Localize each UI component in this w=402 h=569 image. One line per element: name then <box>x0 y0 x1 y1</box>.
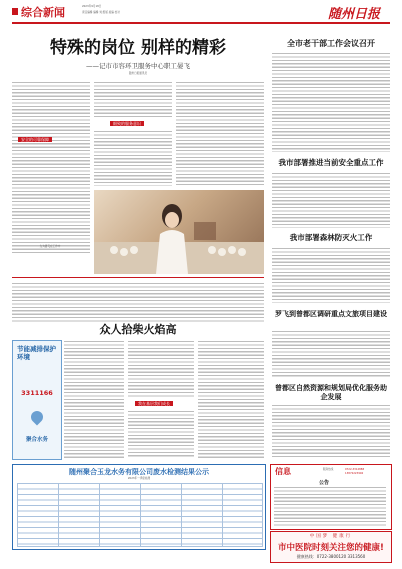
page-number <box>12 8 18 15</box>
lead-body-col1 <box>12 81 90 253</box>
editor-credits: 责任编辑 编辑 刘 组版 美编 校对 <box>82 11 120 14</box>
classifieds-notice-label: 公告 <box>319 480 330 486</box>
ad-environment <box>12 340 62 460</box>
classifieds-phone-1: 0722-3312888 <box>345 468 365 471</box>
issue-date: 2023年9月18日 <box>82 5 102 8</box>
lead-byline: 随州日报通讯员 <box>128 72 148 75</box>
lower-headline: 众人拾柴火焰高 <box>99 323 177 336</box>
lower-section-label: 我在基层我们成长 <box>135 401 173 406</box>
section-title: 综合新闻 <box>21 6 65 19</box>
classifieds-title: 信息 <box>275 467 291 476</box>
lower-body-col1 <box>64 340 124 458</box>
worker-photo-illustration <box>94 190 264 274</box>
classifieds-phone-2: 13872223994 <box>345 472 364 475</box>
story1-headline: 全市老干部工作会议召开 <box>287 38 375 48</box>
lead-section-label-1: 安全的可靠保障 <box>18 137 52 142</box>
classifieds-hotline-label: 服务热线 <box>323 468 334 471</box>
ad-environment-headline: 节能减排保护环境 <box>17 345 56 361</box>
ad-environment-phone: 3311166 <box>21 389 53 397</box>
lower-body-col2b <box>128 410 194 458</box>
hospital-ad-contact: 健康热线：0722-3800120 3313560 <box>296 554 366 559</box>
lower-text-top <box>12 282 264 322</box>
story2-body <box>272 172 390 228</box>
lead-section-label-2: 细致的服务意识 <box>110 121 144 126</box>
lower-divider <box>12 277 264 278</box>
hospital-ad-main: 市中医院时刻关注您的健康! <box>278 543 384 553</box>
classifieds <box>270 464 392 530</box>
story4-headline: 罗飞到曾都区调研重点文旅项目建设 <box>275 309 387 318</box>
story1-body <box>272 52 390 152</box>
notice-table-grid <box>17 483 263 547</box>
classifieds-body <box>274 486 386 526</box>
lead-photo <box>94 190 264 274</box>
lead-body-col3 <box>176 81 264 187</box>
story4-body <box>272 330 390 378</box>
lead-photo-caption: 左为晏飞在工作中 <box>39 245 61 248</box>
lead-body-col2b <box>94 130 172 186</box>
story5-body <box>272 404 390 458</box>
notice-subtitle: 2023年一季度检测 <box>127 477 151 480</box>
lower-body-col3 <box>198 340 264 458</box>
masthead-rule <box>12 22 390 24</box>
lower-body-col2 <box>128 340 194 398</box>
paper-logo: 随州日报 <box>328 7 381 22</box>
notice-title: 随州聚合玉龙水务有限公司废水检测结果公示 <box>69 468 209 476</box>
lead-headline: 特殊的岗位 别样的精彩 <box>50 38 226 58</box>
ad-environment-brand: 聚合水务 <box>25 437 48 443</box>
story5-headline: 曾都区自然资源和规划局优化服务助企发展 <box>275 383 387 401</box>
masthead <box>0 0 402 26</box>
story3-body <box>272 247 390 303</box>
lead-subheadline: ——记市市容环卫服务中心职工晏飞 <box>86 62 190 70</box>
hospital-ad <box>270 531 392 563</box>
story3-headline: 我市部署森林防灭火工作 <box>289 233 373 242</box>
lead-body-col2 <box>94 81 172 117</box>
hospital-ad-slogan: 中国梦 健康行 <box>309 534 353 539</box>
water-drop-icon <box>29 409 46 426</box>
story2-headline: 我市部署推进当前安全重点工作 <box>278 158 384 167</box>
notice-table <box>12 464 266 550</box>
